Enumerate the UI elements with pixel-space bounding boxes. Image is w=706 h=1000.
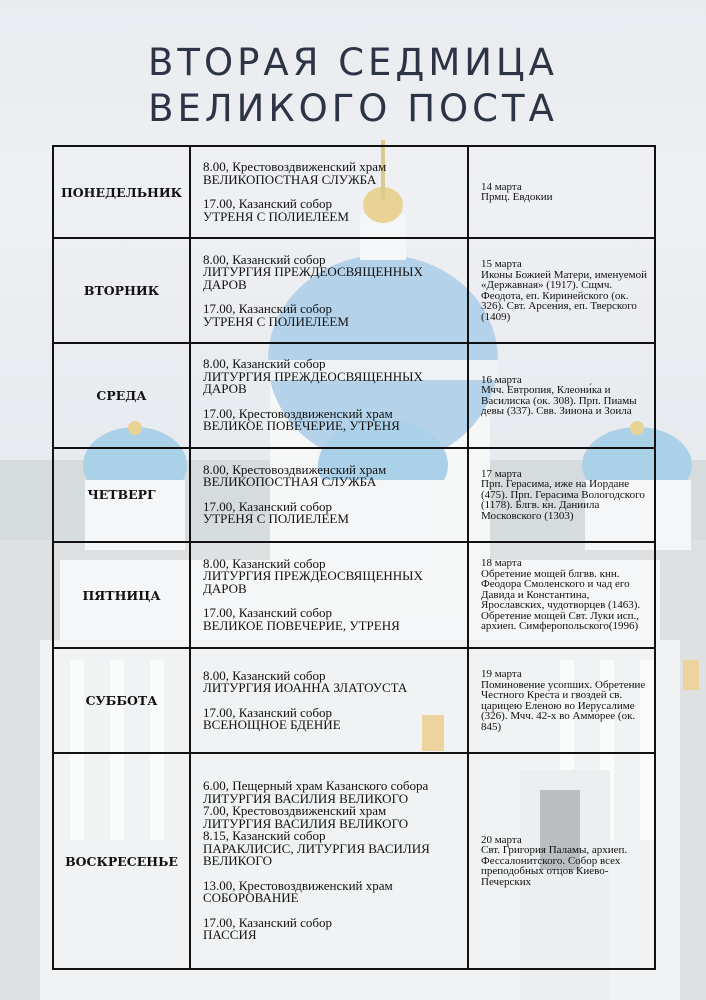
service-entry (203, 498, 463, 527)
service-name: ЛИТУРГИЯ ИОАННА ЗЛАТОУСТА (203, 680, 408, 696)
feast-cell (468, 753, 655, 969)
service-name: ВЕЛИКОПОСТНАЯ СЛУЖБА (203, 474, 377, 490)
day-name: ВОСКРЕСЕНЬЕ (53, 753, 190, 969)
service-name: УТРЕНЯ С ПОЛИЕЛЕЕМ (203, 208, 349, 224)
service-time-place: 17.00, Казанский собор (203, 301, 333, 317)
service-name: ПАССИЯ (203, 927, 257, 943)
service-entry (203, 877, 463, 906)
feast-cell (468, 343, 655, 447)
feast-cell (468, 448, 655, 542)
service-entry (203, 555, 463, 596)
day-name: ВТОРНИК (53, 238, 190, 343)
service-entry (203, 914, 463, 943)
day-name: ПЯТНИЦА (53, 542, 190, 648)
schedule-row (53, 146, 655, 238)
services-cell (190, 343, 468, 447)
service-entry (203, 805, 463, 830)
feast-date: 18 марта (481, 557, 522, 570)
feast-text: Поминовение усопших. Обретение Честного Креста и гвоздей св. царицею Еленою во Иерусалиме (326). Мчч. 42-х во Аммoрее (ок. 845) (481, 678, 646, 733)
service-time-place: 8.00, Крестовоздвиженский храм (203, 461, 387, 477)
service-entry (203, 607, 463, 632)
service-name: УТРЕНЯ С ПОЛИЕЛЕЕМ (203, 313, 349, 329)
service-name: СОБОРОВАНИЕ (203, 890, 299, 906)
service-entry (203, 161, 463, 186)
feast-text: Мчч. Евтропия, Клеони́ка и Василиска (ок. 308). Прп. Пиамы девы (337). Свв. Зинона и Зоила (481, 384, 637, 418)
schedule-row (53, 238, 655, 343)
service-time-place: 8.00, Казанский собор (203, 555, 326, 571)
feast-date: 15 марта (481, 258, 522, 271)
service-time-place: 13.00, Крестовоздвиженский храм (203, 877, 393, 893)
service-name: ЛИТУРГИЯ ВАСИЛИЯ ВЕЛИКОГО (203, 790, 409, 806)
day-name: СУББОТА (53, 648, 190, 753)
title-line-1: ВТОРАЯ СЕДМИЦА (148, 41, 558, 84)
day-name: СРЕДА (53, 343, 190, 447)
services-cell (190, 753, 468, 969)
service-entry (203, 405, 463, 434)
service-name: ВСЕНОЩНОЕ БДЕНИЕ (203, 717, 341, 733)
page-title (0, 40, 706, 132)
service-entry (203, 704, 463, 733)
service-time-place: 17.00, Казанский собор (203, 498, 333, 514)
service-entry (203, 303, 463, 328)
services-cell (190, 542, 468, 648)
schedule-table (52, 145, 656, 970)
service-entry (203, 198, 463, 223)
service-entry (203, 667, 463, 696)
schedule-row (53, 448, 655, 542)
service-time-place: 8.00, Казанский собор (203, 667, 326, 683)
feast-cell (468, 648, 655, 753)
service-name: ЛИТУРГИЯ ВАСИЛИЯ ВЕЛИКОГО (203, 815, 409, 831)
feast-cell (468, 238, 655, 343)
service-entry (203, 358, 463, 396)
services-cell (190, 648, 468, 753)
feast-date: 20 марта (481, 833, 522, 846)
feast-date: 16 марта (481, 373, 522, 386)
feast-date: 14 марта (481, 180, 522, 193)
service-time-place: 8.00, Крестовоздвиженский храм (203, 159, 387, 175)
service-time-place: 7.00, Крестовоздвиженский храм (203, 803, 387, 819)
feast-text: Обретение мощей блгвв. кнн. Феодора Смоленского и чад его Давида и Константина, Ярославских, чудотворцев (1463). Обретение мощей Свт. Луки исп., архиеп. Симферопольского(1996) (481, 567, 641, 633)
feast-date: 19 марта (481, 668, 522, 681)
service-time-place: 17.00, Казанский собор (203, 914, 333, 930)
service-name: ВЕЛИКОПОСТНАЯ СЛУЖБА (203, 171, 377, 187)
feast-cell (468, 542, 655, 648)
service-name: ПАРАКЛИСИС, ЛИТУРГИЯ ВАСИЛИЯ ВЕЛИКОГО (203, 840, 430, 869)
feast-text: Иконы Божией Матери, именуемой «Державная» (1917). Сщмч. Феодота, еп. Киринейского (ок. 326). Свт. Арсения, еп. Тверского (1409) (481, 268, 647, 323)
feast-text: Свт. Григория Паламы, архиеп. Фессалонитского. Собор всех преподобных отцов Киево-Печерских (481, 844, 628, 888)
schedule-row (53, 542, 655, 648)
schedule-row (53, 343, 655, 447)
feast-text: Прп. Герасима, иже на Иордане (475). Прп. Герасима Вологодского (1178). Блгв. кн. Даниила Московского (1303) (481, 478, 645, 522)
service-name: ЛИТУРГИЯ ПРЕЖДЕОСВЯЩЕННЫХ ДАРОВ (203, 568, 423, 596)
feast-date: 17 марта (481, 467, 522, 480)
services-cell (190, 146, 468, 238)
day-name: ПОНЕДЕЛЬНИК (53, 146, 190, 238)
service-time-place: 8.15, Казанский собор (203, 828, 326, 844)
service-name: ЛИТУРГИЯ ПРЕЖДЕОСВЯЩЕННЫХ ДАРОВ (203, 368, 423, 397)
service-entry (203, 830, 463, 868)
schedule-row (53, 753, 655, 969)
service-time-place: 17.00, Крестовоздвиженский храм (203, 405, 393, 421)
services-cell (190, 448, 468, 542)
service-time-place: 8.00, Казанский собор (203, 251, 326, 267)
service-entry (203, 251, 463, 292)
service-time-place: 6.00, Пещерный храм Казанского собора (203, 778, 429, 794)
service-time-place: 17.00, Казанский собор (203, 704, 333, 720)
service-name: ВЕЛИКОЕ ПОВЕЧЕРИЕ, УТРЕНЯ (203, 418, 400, 434)
services-cell (190, 238, 468, 343)
day-name: ЧЕТВЕРГ (53, 448, 190, 542)
service-time-place: 8.00, Казанский собор (203, 356, 326, 372)
service-name: ЛИТУРГИЯ ПРЕЖДЕОСВЯЩЕННЫХ ДАРОВ (203, 264, 423, 292)
feast-text: Прмц. Евдокии (481, 191, 553, 204)
service-name: ВЕЛИКОЕ ПОВЕЧЕРИЕ, УТРЕНЯ (203, 617, 400, 633)
service-time-place: 17.00, Казанский собор (203, 605, 333, 621)
title-line-2: ВЕЛИКОГО ПОСТА (148, 87, 558, 130)
feast-cell (468, 146, 655, 238)
service-time-place: 17.00, Казанский собор (203, 196, 333, 212)
service-entry (203, 461, 463, 490)
service-entry (203, 780, 463, 805)
service-name: УТРЕНЯ С ПОЛИЕЛЕЕМ (203, 511, 349, 527)
schedule-row (53, 648, 655, 753)
